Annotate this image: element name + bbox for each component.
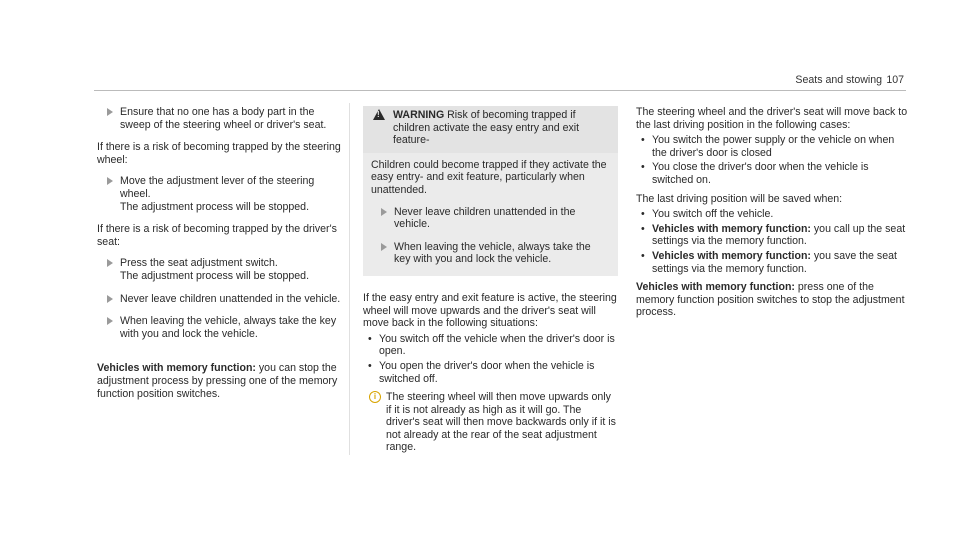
info-note (363, 391, 618, 454)
memory-function-lead: Vehicles with memory function: (652, 249, 811, 262)
header-rule (94, 90, 906, 91)
step-item (97, 315, 347, 340)
list-item (636, 208, 911, 221)
step-text: Never leave children unattended in the vehicle. (120, 292, 341, 305)
bullet-dot: • (641, 222, 645, 235)
list-item-text: You switch off the vehicle. (652, 208, 774, 221)
list-item-text: You switch the power supply or the vehicle on when the driver's door is closed (652, 134, 895, 159)
warning-box (363, 106, 618, 276)
paragraph: The last driving position will be saved when: (636, 192, 843, 205)
list-item (636, 250, 911, 275)
bullet-list (636, 208, 911, 275)
bullet-dot: • (641, 249, 645, 262)
warning-header (363, 106, 618, 153)
left-column (97, 106, 347, 409)
step-text: When leaving the vehicle, always take the key with you and lock the vehicle. (120, 315, 337, 340)
step-text: Press the seat adjustment switch. (120, 257, 278, 270)
page-number: 107 (886, 74, 904, 86)
paragraph: The steering wheel and the driver's seat will move back to the last driving position in the following cases: (636, 106, 908, 131)
warning-step (371, 206, 610, 231)
column-divider (349, 103, 350, 455)
bullet-list (636, 134, 911, 186)
memory-function-lead: Vehicles with memory function: (652, 222, 811, 235)
list-item-text: You close the driver's door when the vehicle is switched on. (652, 161, 869, 186)
step-item (97, 106, 347, 131)
memory-function-paragraph (97, 362, 347, 400)
bullet-dot: • (368, 359, 372, 372)
paragraph: If there is a risk of becoming trapped by the steering wheel: (97, 141, 341, 166)
paragraph: If there is a risk of becoming trapped by the driver's seat: (97, 223, 337, 248)
paragraph: If the easy entry and exit feature is active, the steering wheel will move upwards and the driver's seat will move back in the following situations: (363, 291, 617, 330)
list-item-text: You open the driver's door when the vehicle is switched off. (379, 359, 595, 385)
bullet-dot: • (641, 134, 645, 147)
warning-text: Children could become trapped if they activate the easy entry- and exit feature, particularly when unattended. (371, 158, 607, 196)
step-arrow-icon (381, 208, 387, 216)
right-column (636, 106, 911, 328)
bullet-dot: • (641, 208, 645, 221)
list-item (363, 360, 618, 385)
list-item (363, 333, 618, 358)
warning-title: Risk of becoming trapped if children activate the easy entry and exit feature- (393, 109, 580, 147)
info-icon: i (369, 391, 381, 403)
step-arrow-icon (107, 295, 113, 303)
step-arrow-icon (107, 177, 113, 185)
step-arrow-icon (381, 243, 387, 251)
list-item (636, 134, 911, 159)
memory-function-paragraph (636, 281, 911, 319)
memory-function-text: you can stop the adjustment process by pressing one of the memory function position switches. (97, 362, 338, 400)
bullet-dot: • (368, 332, 372, 345)
memory-function-text: press one of the memory function position switches to stop the adjustment process. (636, 281, 905, 319)
page-header (0, 0, 960, 100)
step-item (97, 175, 347, 213)
step-text: When leaving the vehicle, always take the key with you and lock the vehicle. (394, 240, 591, 266)
step-result: The adjustment process will be stopped. (120, 269, 310, 282)
step-item (97, 257, 347, 282)
warning-triangle-icon (373, 109, 385, 120)
memory-function-lead: Vehicles with memory function: (97, 362, 256, 375)
warning-body (363, 153, 618, 276)
step-arrow-icon (107, 259, 113, 267)
bullet-dot: • (641, 161, 645, 174)
step-text: Move the adjustment lever of the steering wheel. (120, 175, 315, 200)
list-item-text: you call up the seat settings via the memory function. (652, 222, 906, 248)
header-title: Seats and stowing (795, 74, 882, 86)
step-item (97, 293, 347, 306)
warning-step (371, 241, 610, 266)
step-arrow-icon (107, 108, 113, 116)
memory-function-lead: Vehicles with memory function: (636, 281, 795, 294)
list-item-text: you save the seat settings via the memory function. (652, 249, 897, 275)
step-text: Never leave children unattended in the vehicle. (394, 205, 576, 231)
list-item-text: You switch off the vehicle when the driver's door is open. (379, 332, 615, 358)
step-result: The adjustment process will be stopped. (120, 200, 310, 213)
step-text: Ensure that no one has a body part in the sweep of the steering wheel or driver's seat. (120, 106, 327, 131)
step-arrow-icon (107, 317, 113, 325)
warning-label: WARNING (393, 109, 445, 121)
list-item (636, 161, 911, 186)
bullet-list (363, 333, 618, 385)
note-text: The steering wheel will then move upwards only if it is not already as high as it will go. The driver's seat will then move backwards only if it is not already at the rear of the seat adjustment range. (386, 391, 616, 454)
middle-column (363, 106, 618, 463)
list-item (636, 223, 911, 248)
